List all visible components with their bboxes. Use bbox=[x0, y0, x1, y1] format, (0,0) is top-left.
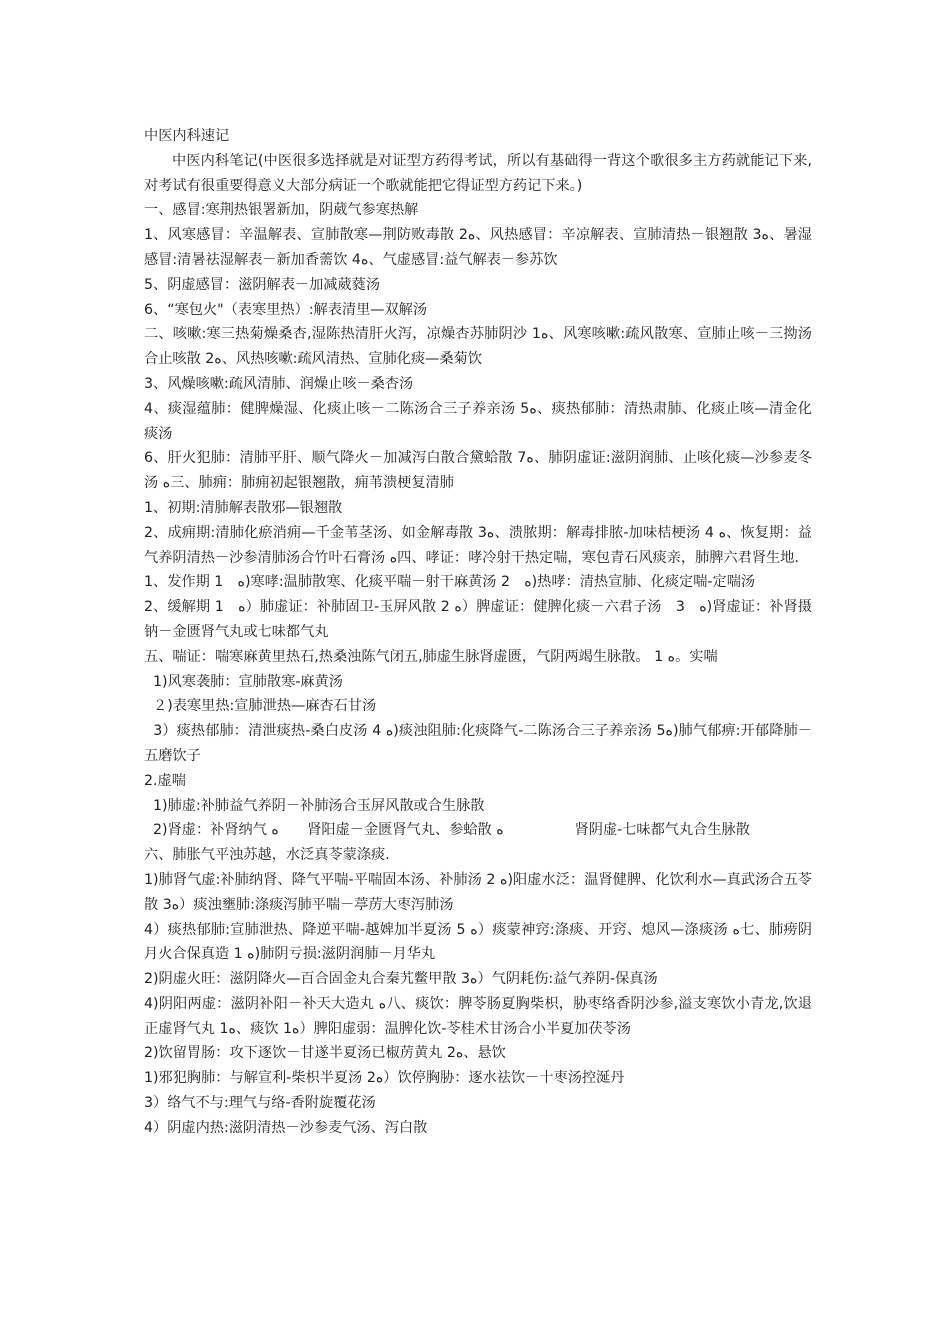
document-title: 中医内科速记 bbox=[144, 128, 230, 144]
text-paragraph: 5、阴虚感冒：滋阴解表－加减葳蕤汤 bbox=[144, 276, 381, 293]
text-paragraph: 6、“寒包火"（表寒里热）:解表清里—双解汤 bbox=[144, 301, 428, 318]
section-heading-ganmao: 一、感冒:寒荆热银署新加，阴葳气参寒热解 bbox=[144, 202, 419, 219]
text-paragraph: 4)阴阳两虚：滋阴补阳－补天大造丸 ﻩ八、痰饮：脾苓肠夏胸柴枳，胁枣络香阴沙参,溢支寒饮小青龙,饮退正虚肾气丸 1ﻩ、痰饮 1ﻩ）脾阳虚弱：温脾化饮-苓桂术甘汤合小半夏加茯苓汤 bbox=[144, 995, 812, 1037]
text-paragraph: 1、发作期 1 ﻩ)寒哮:温肺散寒、化痰平喘－射干麻黄汤 2 ﻩ)热哮：清热宣肺、化痰定喘-定喘汤 bbox=[144, 574, 756, 591]
text-paragraph: 3）络气不与:理气与络-香附旋覆花汤 bbox=[144, 1095, 376, 1112]
text-paragraph: 2)阴虚火旺：滋阴降火—百合固金丸合秦艽鳖甲散 3ﻩ）气阴耗伤:益气养阴-保真汤 bbox=[144, 971, 658, 988]
text-paragraph: 4、痰湿蕴肺：健脾燥湿、化痰止咳－二陈汤合三子养亲汤 5ﻩ、痰热郁肺：清热肃肺、化痰止咳—清金化痰汤 bbox=[144, 400, 812, 442]
text-paragraph: 4）阴虚内热:滋阴清热－沙参麦气汤、泻白散 bbox=[144, 1119, 428, 1136]
text-paragraph: 1)肺虚:补肺益气养阴－补肺汤合玉屏风散或合生脉散 bbox=[144, 797, 485, 814]
text-paragraph: 1、初期:清肺解表散邪—银翘散 bbox=[144, 499, 343, 516]
section-heading-kesou: 二、咳嗽:寒三热菊燥桑杏,湿陈热清肝火泻，凉燥杏苏肺阴沙 1ﻩ、风寒咳嗽:疏风散寒、宣肺止咳－三拗汤合止咳散 2ﻩ、风热咳嗽:疏风清热、宣肺化痰—桑菊饮 bbox=[144, 326, 812, 368]
text-paragraph: 6、肝火犯肺：清肺平肝、顺气降火－加减泻白散合黛蛤散 7ﻩ、肺阴虚证:滋阴润肺、止咳化痰—沙参麦冬汤 ﻩ三、肺痈：肺痈初起银翘散，痈苇溃梗复清肺 bbox=[144, 450, 812, 492]
text-paragraph: 4）痰热郁肺:宣肺泄热、降逆平喘-越婢加半夏汤 5 ﻩ）痰蒙神窍:涤痰、开窍、熄风—涤痰汤 ﻩ七、肺痨阴月火合保真造 1 ﻩ)肺阴亏损:滋阴润肺－月华丸 bbox=[144, 921, 812, 963]
text-paragraph: 2)饮留胃肠：攻下逐饮－甘遂半夏汤已椒苈黄丸 2ﻩ、悬饮 bbox=[144, 1045, 506, 1062]
text-paragraph: 2、缓解期 1 ﻩ）肺虚证：补肺固卫-玉屏风散 2 ﻩ）脾虚证：健脾化痰－六君子汤 3 ﻩ)肾虚证：补肾摄钠－金匮肾气丸或七味都气丸 bbox=[144, 599, 812, 640]
intro-paragraph: 中医内科笔记(中医很多选择就是对证型方药得考试，所以有基础得一背这个歌很多主方药就能记下来,对考试有很重要得意义大部分病证一个歌就能把它得证型方药记下来。) bbox=[144, 152, 812, 194]
text-paragraph: 3、风燥咳嗽:疏风清肺、润燥止咳－桑杏汤 bbox=[144, 375, 414, 392]
text-paragraph: 1)肺肾气虚:补肺纳肾、降气平喘-平喘固本汤、补肺汤 2 ﻩ)阳虚水泛：温肾健脾、化饮利水—真武汤合五苓散 3ﻩ）痰浊壅肺:涤痰泻肺平喘－葶苈大枣泻肺汤 bbox=[144, 871, 812, 913]
text-paragraph: 1)风寒袭肺：宣肺散寒-麻黄汤 bbox=[144, 673, 343, 690]
document-page bbox=[144, 124, 812, 1141]
text-paragraph: 1)邪犯胸肺：与解宣利-柴枳半夏汤 2ﻩ）饮停胸胁：逐水祛饮－十枣汤控涎丹 bbox=[144, 1070, 625, 1087]
text-paragraph: 1、风寒感冒：辛温解表、宣肺散寒—荆防败毒散 2ﻩ、风热感冒：辛凉解表、宣肺清热－银翘散 3ﻩ、暑湿感冒:清暑祛湿解表－新加香薷饮 4ﻩ、气虚感冒:益气解表－参苏饮 bbox=[144, 227, 812, 268]
text-paragraph: 2)肾虚：补肾纳气 ﻩ 肾阳虚－金匮肾气丸、参蛤散 ﻩ 肾阴虚-七味都气丸合生脉散 bbox=[144, 822, 750, 839]
text-paragraph: 2、成痈期:清肺化瘀消痈—千金苇茎汤、如金解毒散 3ﻩ、溃脓期：解毒排脓-加味桔梗汤 4 ﻩ、恢复期：益气养阴清热－沙参清肺汤合竹叶石膏汤 ﻩ四、哮证：哮冷射干热定喘，寒包青石风痰亲，肺脾六君肾生地. bbox=[144, 524, 812, 566]
text-paragraph: 2.虚喘 bbox=[144, 772, 186, 789]
text-paragraph: 3）痰热郁肺：清泄痰热-桑白皮汤 4 ﻩ)痰浊阻肺:化痰降气-二陈汤合三子养亲汤 5ﻩ)肺气郁痹:开郁降肺－五磨饮子 bbox=[144, 723, 812, 764]
section-heading-chuanzheng: 五、喘证：喘寒麻黄里热石,热桑浊陈气闭五,肺虚生脉肾虚匮，气阴两竭生脉散。 1 ﻩ。实喘 bbox=[144, 648, 718, 665]
text-paragraph: ２)表寒里热:宣肺泄热—麻杏石甘汤 bbox=[144, 698, 377, 715]
section-heading-feizhang: 六、肺胀气平浊苏越，水泛真苓蒙涤痰. bbox=[144, 847, 390, 864]
